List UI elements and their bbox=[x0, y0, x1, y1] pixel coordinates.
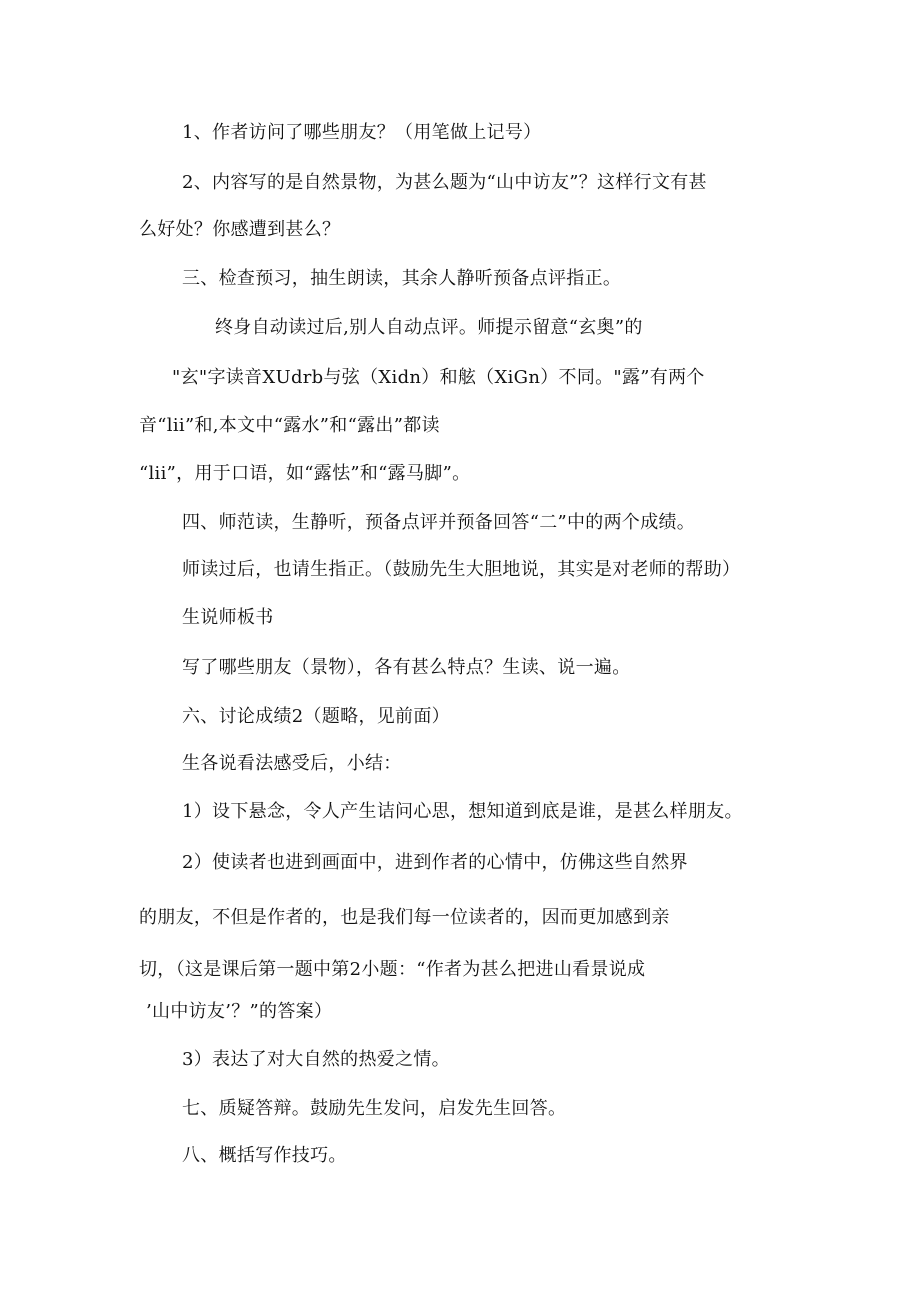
paragraph-line: 写了哪些朋友（景物），各有甚么特点？生读、说一遍。 bbox=[182, 657, 631, 678]
paragraph-line: 师读过后，也请生指正。（鼓励先生大胆地说，其实是对老师的帮助） bbox=[182, 559, 741, 580]
section-4-heading: 四、师范读，生静听，预备点评并预备回答“二”中的两个成绩。 bbox=[182, 512, 696, 533]
summary-point-3: 3）表达了对大自然的热爱之情。 bbox=[182, 1049, 450, 1070]
section-7-heading: 七、质疑答辩。鼓励先生发问，启发先生回答。 bbox=[182, 1098, 567, 1119]
summary-point-2: 2）使读者也进到画面中，进到作者的心情中，仿佛这些自然界 bbox=[182, 852, 688, 873]
paragraph-line: “lii”，用于口语，如“露怯”和“露马脚”。 bbox=[139, 463, 471, 484]
section-8-heading: 八、概括写作技巧。 bbox=[182, 1145, 347, 1166]
section-6-heading: 六、讨论成绩2（题略，见前面） bbox=[182, 706, 450, 727]
question-2: 2、内容写的是自然景物，为甚么题为“山中访友”？这样行文有甚 bbox=[182, 172, 707, 193]
paragraph-line: 生说师板书 bbox=[182, 607, 274, 628]
question-1: 1、作者访问了哪些朋友？（用笔做上记号） bbox=[182, 122, 542, 143]
paragraph-line: ’山中访友’？”的答案） bbox=[146, 1001, 333, 1022]
paragraph-line: 的朋友，不但是作者的，也是我们每一位读者的，因而更加感到亲 bbox=[139, 907, 670, 928]
section-3-heading: 三、检查预习，抽生朗读，其余人静听预备点评指正。 bbox=[182, 268, 622, 289]
paragraph-line: "玄"字读音XUdrb与弦（Xidn）和舷（XiGn）不同。"露”有两个 bbox=[172, 367, 705, 388]
paragraph-line: 终身自动读过后,别人自动点评。师提示留意“玄奥”的 bbox=[215, 317, 643, 338]
paragraph-line: 生各说看法感受后，小结： bbox=[182, 753, 402, 774]
paragraph-line: 切，（这是课后第一题中第2小题：“作者为甚么把进山看景说成 bbox=[139, 959, 646, 980]
paragraph-line: 音“lii”和,本文中“露水”和“露出”都读 bbox=[139, 415, 440, 436]
question-2-continued: 么好处？你感遭到甚么？ bbox=[139, 219, 341, 240]
summary-point-1: 1）设下悬念，令人产生诘问心思，想知道到底是谁，是甚么样朋友。 bbox=[182, 801, 743, 822]
